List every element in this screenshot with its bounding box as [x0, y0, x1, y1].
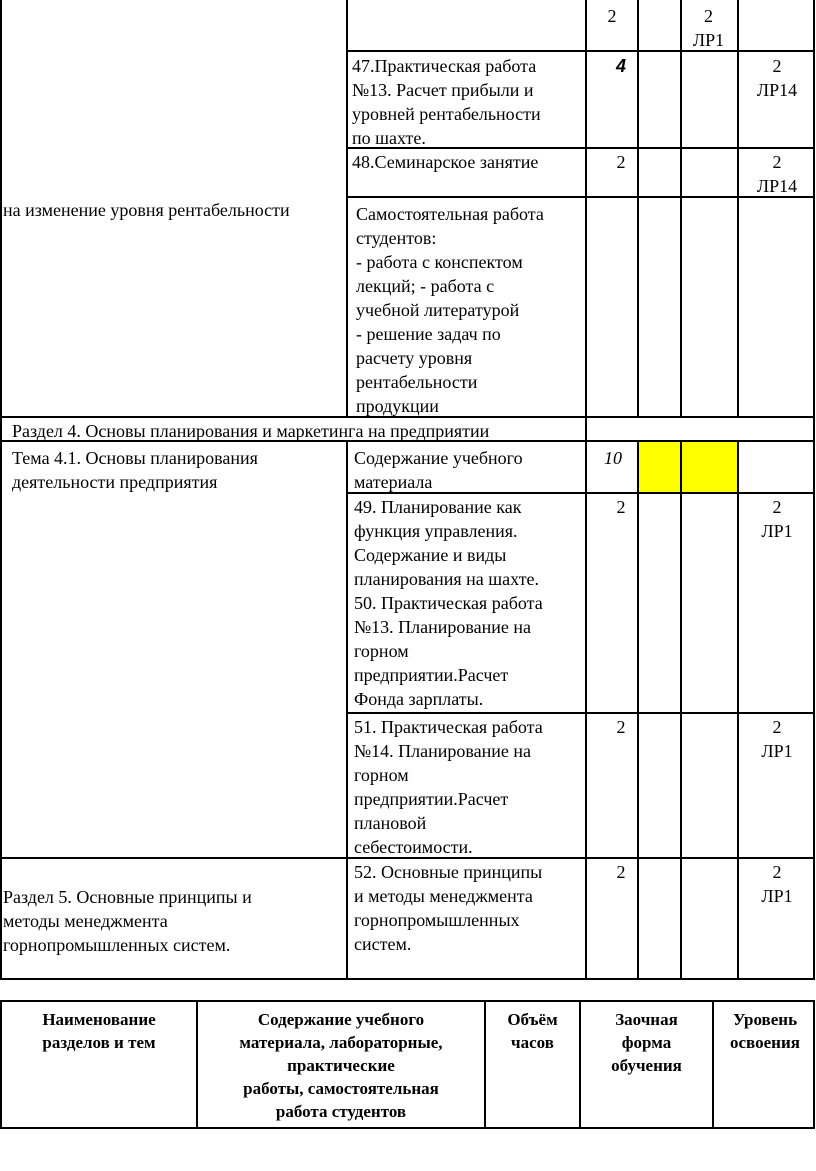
- highlight-cell-2: [682, 442, 737, 492]
- row-52-content: 52. Основные принципы и методы менеджмента горнопромышленных систем.: [354, 862, 543, 954]
- header-col-hours: Объём часов: [507, 1010, 558, 1052]
- topic-4-1-content-header: Содержание учебного материала: [354, 448, 523, 492]
- header-col-form: Заочная форма обучения: [611, 1010, 682, 1075]
- row-51-content: 51. Практическая работа №14. Планирование на горном предприятии.Расчет плановой себестоимости.: [354, 717, 543, 857]
- row-47-content: 47.Практическая работа №13. Расчет прибыли и уровней рентабельности по шахте.: [352, 56, 541, 148]
- section-4-title: Раздел 4. Основы планирования и маркетинга на предприятии: [12, 421, 490, 441]
- row-48-content: 48.Семинарское занятие: [352, 152, 539, 172]
- row-47-level: 2 ЛР14: [756, 56, 798, 100]
- self-study-content: Самостоятельная работа студентов: - работа с конспектом лекций; - работа с учебной литературой - решение задач по расчету уровня рентабельности продукции: [356, 204, 544, 416]
- topic-4-1-hours: 10: [604, 448, 622, 468]
- row-52-level: 2 ЛР1: [761, 862, 793, 906]
- header-table-bottom: [0, 1127, 815, 1129]
- header-col-level: Уровень освоения: [730, 1010, 800, 1052]
- row-top-level: 2 ЛР1: [692, 6, 725, 50]
- header-col-names: Наименование разделов и тем: [42, 1010, 156, 1052]
- topic-left-text: на изменение уровня рентабельности: [3, 200, 290, 220]
- row-line-1: [346, 50, 815, 52]
- row-52-hours: 2: [616, 862, 626, 882]
- row-line-5: [346, 712, 815, 714]
- row-top-hours: 2: [607, 6, 617, 26]
- row-line-bottom: [0, 978, 815, 980]
- col-sep-4-bottom: [680, 440, 682, 980]
- row-48-hours: 2: [616, 152, 626, 172]
- col-sep-1-bottom: [346, 440, 348, 980]
- section-5-title: Раздел 5. Основные принципы и методы менеджмента горнопромышленных систем.: [3, 887, 252, 955]
- col-sep-2-bottom: [585, 440, 587, 980]
- row-47-hours: 4: [615, 56, 626, 76]
- col-sep-4-top: [680, 0, 682, 416]
- header-table-top: [0, 1000, 815, 1002]
- row-49-50-content: 49. Планирование как функция управления. Содержание и виды планирования на шахте. 50. Практическая работа №13. Планирование на горном предприятии.Расчет Фонда зарплаты.: [354, 497, 543, 709]
- row-48-level: 2 ЛР14: [756, 152, 798, 196]
- header-col-content: Содержание учебного материала, лабораторные, практические работы, самостоятельная работа студентов: [239, 1010, 443, 1121]
- row-49-50-hours: 2: [616, 497, 626, 517]
- highlight-cell-1: [639, 442, 680, 492]
- row-49-50-level: 2 ЛР1: [761, 497, 793, 541]
- table-border-left: [0, 0, 2, 980]
- row-51-level: 2 ЛР1: [761, 717, 793, 761]
- row-51-hours: 2: [616, 717, 626, 737]
- topic-4-1-title: Тема 4.1. Основы планирования деятельности предприятия: [12, 448, 258, 492]
- col-sep-3-bottom: [637, 440, 639, 980]
